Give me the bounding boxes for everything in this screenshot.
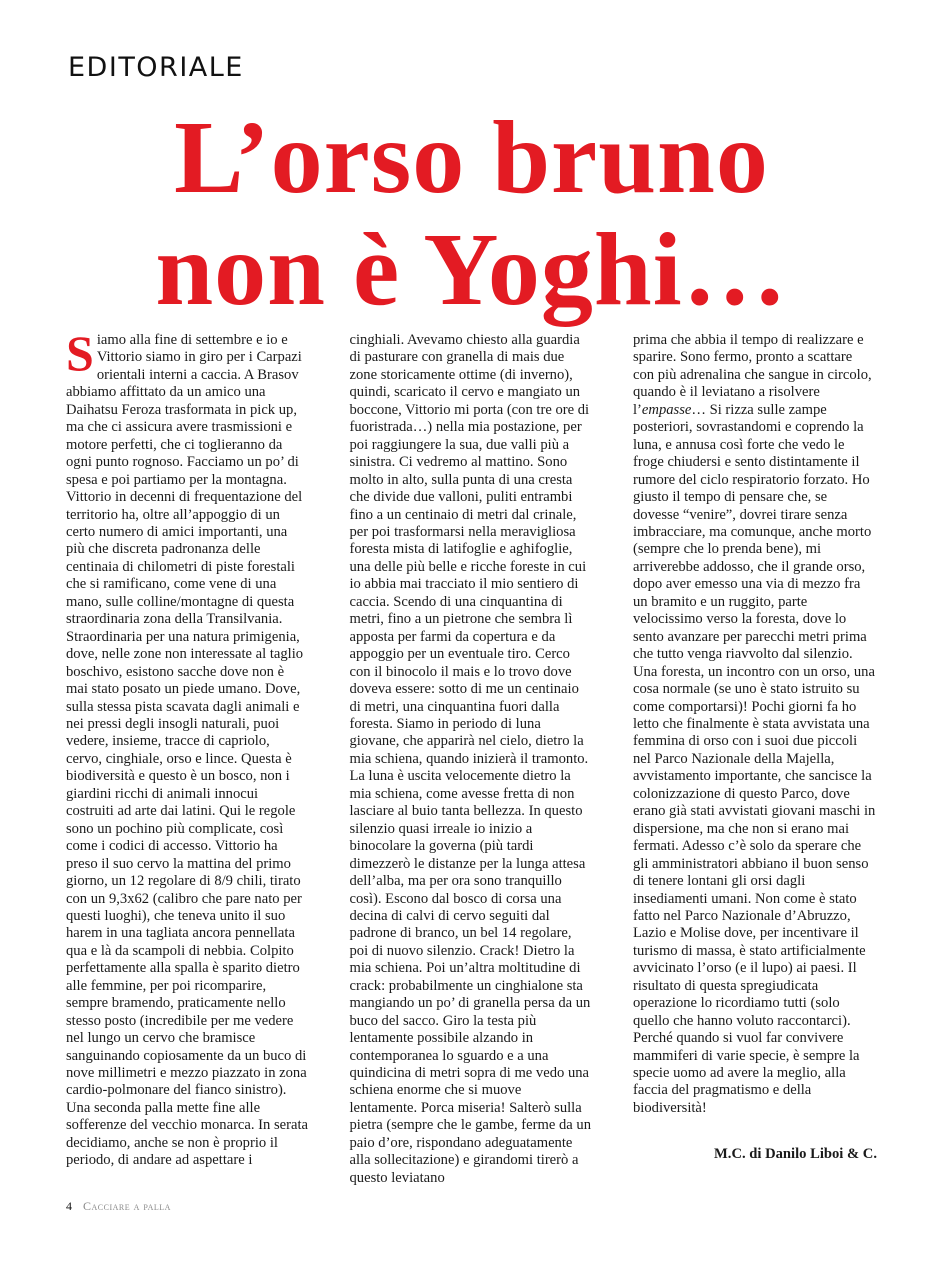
- column-3-text-b: … Si rizza sulle zampe posteriori, sovrastandomi e coprendo la luna, e annusa così forte che vedo le froge chiudersi e sento distintamente il rumore del ciclo respiratorio forzato. Ho giusto il tempo di pensare che, se dovesse “venire”, dovrei tirare senza imbracciare, ma comunque, anche morto (sempre che lo prenda bene), mi arriverebbe addosso, che il grande orso, dopo aver emesso una via di mezzo fra un bramito e un ruggito, parte velocissimo verso la foresta, dove lo sento avanzare per parecchi metri prima che tutto venga riavvolto dal silenzio. Una foresta, un incontro con un orso, una cosa normale (se uno è stato istruito su come comportarsi)! Pochi giorni fa ho letto che finalmente è stata avvistata una femmina di orso con i suoi due piccoli nel Parco Nazionale della Majella, avvistamento importante, che sancisce la colonizzazione di questo Parco, dove erano già stati avvistati giovani maschi in dispersione, ma che non si erano mai fermati. Adesso c’è solo da sperare che gli amministratori abbiano il buon senso di tenere lontani gli orsi dagli insediamenti umani. Non come è stato fatto nel Parco Nazionale d’Abruzzo, Lazio e Molise dove, per incentivare il turismo di massa, è stato artificialmente avvicinato l’orso (e il lupo) ai paesi. Il risultato di questa spregiudicata operazione lo ricordiamo tutti (solo quello che hanno voluto raccontarci). Perché quando si vuol far convivere mammiferi di varie specie, è sempre la specie uomo ad avere la meglio, alla faccia del pragmatismo e della biodiversità!: [633, 401, 876, 1116]
- page-number: 4: [66, 1199, 72, 1213]
- page-footer: [66, 1199, 171, 1214]
- section-label: EDITORIALE: [68, 52, 244, 83]
- article-column-3: [633, 332, 876, 1162]
- drop-cap: S: [66, 325, 94, 381]
- article-column-2: [349, 332, 593, 1186]
- headline-line-1: L’orso bruno: [174, 100, 769, 215]
- column-1-text: iamo alla fine di settembre e io e Vittorio siamo in giro per i Carpazi orientali interni a caccia. A Brasov abbiamo affittato da un amico una Daihatsu Feroza trasformata in pick up, ma che ci assicura avere trasmissioni e motore perfetti, che ci toglieranno da ogni punto rognoso. Facciamo un po’ di spesa e poi partiamo per la montagna. Vittorio in decenni di frequentazione del territorio ha, oltre all’appoggio di un certo numero di amici importanti, una più che discreta padronanza delle centinaia di chilometri di piste forestali che si ramificano, come vene di una mano, sulle colline/montagne di questa straordinaria zona della Transilvania. Straordinaria per una natura primigenia, dove, nelle zone non interessate al taglio boschivo, esistono sacche dove non è mai stato posato un piede umano. Dove, sulla stessa pista scavata dagli animali e nei pressi degli insogli naturali, puoi vedere, insieme, tracce di capriolo, cervo, cinghiale, orso e lince. Questa è biodiversità e questo è un bosco, non i giardini ricchi di animali innocui costruiti ad arte dai latini. Qui le regole sono un pochino più complicate, così come i codici di accesso. Vittorio ha preso il suo cervo la mattina del primo giorno, un 12 regolare di 8/9 chili, tirato con un 9,3x62 (calibro che pare nato per questi luoghi), che teneva unito il suo harem in una tagliata ancora pennellata qua e là da scampoli di nebbia. Colpito perfettamente alla spalla è sparito dietro alle femmine, per poi ricomparire, sempre bramendo, praticamente nello stesso posto (incredibile per me vedere nel lungo un cervo che bramisce sanguinando copiosamente da un buco di nove millimetri e mezzo piazzato in zona cardio-polmonare del fianco sinistro). Una seconda palla mette fine alle sofferenze del vecchio monarca. In serata decidiamo, anche se non è proprio il periodo, di andare ad aspettare i: [66, 332, 309, 1169]
- headline: [0, 102, 943, 326]
- author-signature: M.C. di Danilo Liboi & C.: [714, 1146, 877, 1162]
- column-3-emphasis: empasse: [641, 401, 692, 418]
- article-column-1: [66, 325, 309, 1169]
- headline-line-2: non è Yoghi…: [155, 212, 788, 327]
- column-3-text-a: prima che abbia il tempo di realizzare e sparire. Sono fermo, pronto a scattare con più adrenalina che sangue in circolo, quando è il leviatano a risolvere l’: [633, 332, 872, 418]
- magazine-name: Cacciare a palla: [83, 1199, 171, 1213]
- column-2-text: cinghiali. Avevamo chiesto alla guardia di pasturare con granella di mais due zone storicamente ottime (di inverno), quindi, scaricato il cervo e mangiato un boccone, Vittorio mi porta (con tre ore di fuoristrada…) nella mia postazione, per poi raggiungere la sua, due valli più a sinistra. Ci vedremo al mattino. Sono molto in alto, sulla punta di una cresta che divide due valloni, puliti entrambi fino a un centinaio di metri dal crinale, per poi trasformarsi nella meravigliosa foresta mista di latifoglie e aghifoglie, una delle più belle e ricche foreste in cui io abbia mai tracciato il mio sentiero di caccia. Scendo di una cinquantina di metri, fino a un pietrone che sembra lì apposta per farmi da copertura e da appoggio per un eventuale tiro. Cerco con il binocolo il mais e lo trovo dove doveva essere: sotto di me un centinaio di metri, una cinquantina fuori dalla foresta. Siamo in periodo di luna giovane, che apparirà nel cielo, dietro la mia schiena, quando inizierà il tramonto. La luna è uscita velocemente dietro la mia schiena, come avesse fretta di non lasciare al buio tanta bellezza. In questo silenzio quasi irreale io inizio a binocolare la governa (più tardi dimezzerò le distanze per la lunga attesa dell’alba, ma per ora sono tranquillo così). Escono dal bosco di corsa una decina di calvi di cervo seguiti dal padrone di branco, un bel 14 regolare, poi di nuovo silenzio. Crack! Dietro la mia schiena. Poi un’altra moltitudine di crack: probabilmente un cinghialone sta mangiando un po’ di granella persa da un buco del sacco. Giro la testa più lentamente possibile alzando in contemporanea lo sguardo e a una quindicina di metri sopra di me vedo una schiena enorme che si muove lentamente. Porca miseria! Salterò sulla pietra (sempre che le gambe, ferme da un paio d’ore, rispondano adeguatamente alla sollecitazione) e girandomi tirerò a questo leviatano: [349, 332, 591, 1186]
- article-body: [66, 325, 876, 1186]
